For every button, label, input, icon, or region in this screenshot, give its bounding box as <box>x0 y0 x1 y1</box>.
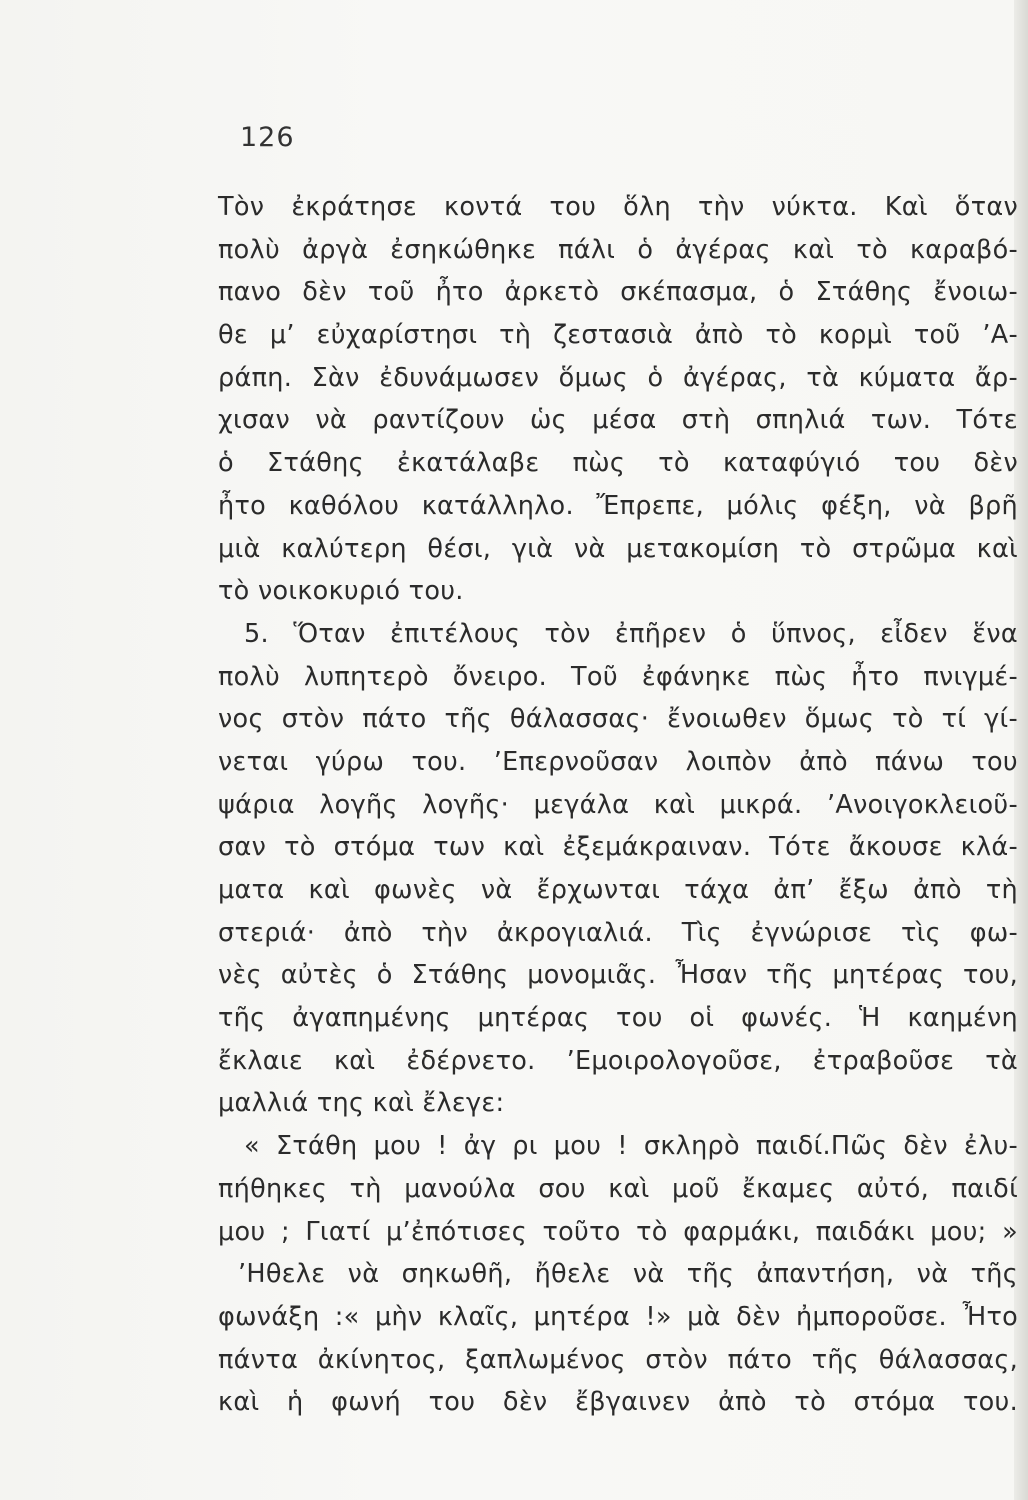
text-line: πανο δὲν τοῦ ἦτο ἀρκετὸ σκέπασμα, ὁ Στάθης ἔνοιω- <box>218 277 1018 308</box>
text-line: μιὰ καλύτερη θέσι, γιὰ νὰ μετακομίση τὸ στρῶμα καὶ <box>218 533 1018 564</box>
text-line: Τὸν ἐκράτησε κοντά του ὅλη τὴν νύκτα. Καὶ ὅταν <box>218 192 1018 222</box>
text-line: ματα καὶ φωνὲς νὰ ἔρχωνται τάχα ἀπ’ ἔξω ἀπὸ τὴ <box>218 875 1018 905</box>
text-line: στεριά· ἀπὸ τὴν ἀκρογιαλιά. Τὶς ἐγνώρισε τὶς φω- <box>218 917 1018 948</box>
text-line: τῆς ἀγαπημένης μητέρας του οἱ φωνές. Ἡ καημένη <box>218 1003 1018 1034</box>
text-line: πολὺ ἀργὰ ἐσηκώθηκε πάλι ὁ ἀγέρας καὶ τὸ καραβό- <box>218 234 1018 265</box>
page-number: 126 <box>240 122 295 153</box>
text-line: μαλλιά της καὶ ἔλεγε: <box>218 1088 505 1119</box>
text-line: ψάρια λογῆς λογῆς· μεγάλα καὶ μικρά. ’Ανοιγοκλειοῦ- <box>218 789 1018 820</box>
text-line: πήθηκες τὴ μανούλα σου καὶ μοῦ ἔκαμες αὐτό, παιδί <box>218 1173 1018 1204</box>
text-line: μου ; Γιατί μ’ἐπότισες τοῦτο τὸ φαρμάκι, παιδάκι μου; » <box>218 1216 1018 1247</box>
text-line: ἦτο καθόλου κατάλληλο. Ἔπρεπε, μόλις φέξη, νὰ βρῆ <box>218 490 1018 521</box>
text-line: ὁ Στάθης ἐκατάλαβε πὼς τὸ καταφύγιό του δὲν <box>218 448 1018 479</box>
text-line: 5. Ὅταν ἐπιτέλους τὸν ἐπῆρεν ὁ ὕπνος, εἶδεν ἕνα <box>244 618 1018 649</box>
text-line: τὸ νοικοκυριό του. <box>218 576 464 607</box>
text-line: πάντα ἀκίνητος, ξαπλωμένος στὸν πάτο τῆς θάλασσας, <box>218 1344 1018 1375</box>
text-line: « Στάθη μου ! ἀγ ρι μου ! σκληρὸ παιδί.Πῶς δὲν ἐλυ- <box>244 1131 1018 1162</box>
text-line: ἔκλαιε καὶ ἐδέρνετο. ’Εμοιρολογοῦσε, ἐτραβοῦσε τὰ <box>218 1045 1018 1076</box>
text-line: χισαν νὰ ραντίζουν ὡς μέσα στὴ σπηλιά των. Τότε <box>218 405 1018 436</box>
text-line: νὲς αὐτὲς ὁ Στάθης μονομιᾶς. Ἦσαν τῆς μητέρας του, <box>218 960 1018 991</box>
text-line: νεται γύρω του. ’Επερνοῦσαν λοιπὸν ἀπὸ πάνω του <box>218 746 1018 777</box>
text-line: ’Ηθελε νὰ σηκωθῆ, ἤθελε νὰ τῆς ἀπαντήση, νὰ τῆς <box>238 1259 1018 1290</box>
text-line: καὶ ἡ φωνή του δὲν ἔβγαινεν ἀπὸ τὸ στόμα του. <box>218 1387 1018 1418</box>
text-line: σαν τὸ στόμα των καὶ ἐξεμάκραιναν. Τότε ἄκουσε κλά- <box>218 832 1018 863</box>
text-line: νος στὸν πάτο τῆς θάλασσας· ἔνοιωθεν ὅμως τὸ τί γί- <box>218 704 1018 735</box>
text-line: πολὺ λυπητερὸ ὄνειρο. Τοῦ ἐφάνηκε πὼς ἦτο πνιγμέ- <box>218 661 1018 692</box>
text-line: φωνάξη :« μὴν κλαῖς, μητέρα !» μὰ δὲν ἠμποροῦσε. Ἦτο <box>218 1301 1018 1332</box>
body-text <box>218 186 1018 1424</box>
text-line: ράπη. Σὰν ἐδυνάμωσεν ὅμως ὁ ἀγέρας, τὰ κύματα ἄρ- <box>218 362 1018 393</box>
text-line: θε μ’ εὐχαρίστησι τὴ ζεστασιὰ ἀπὸ τὸ κορμὶ τοῦ ’Α- <box>218 320 1018 351</box>
